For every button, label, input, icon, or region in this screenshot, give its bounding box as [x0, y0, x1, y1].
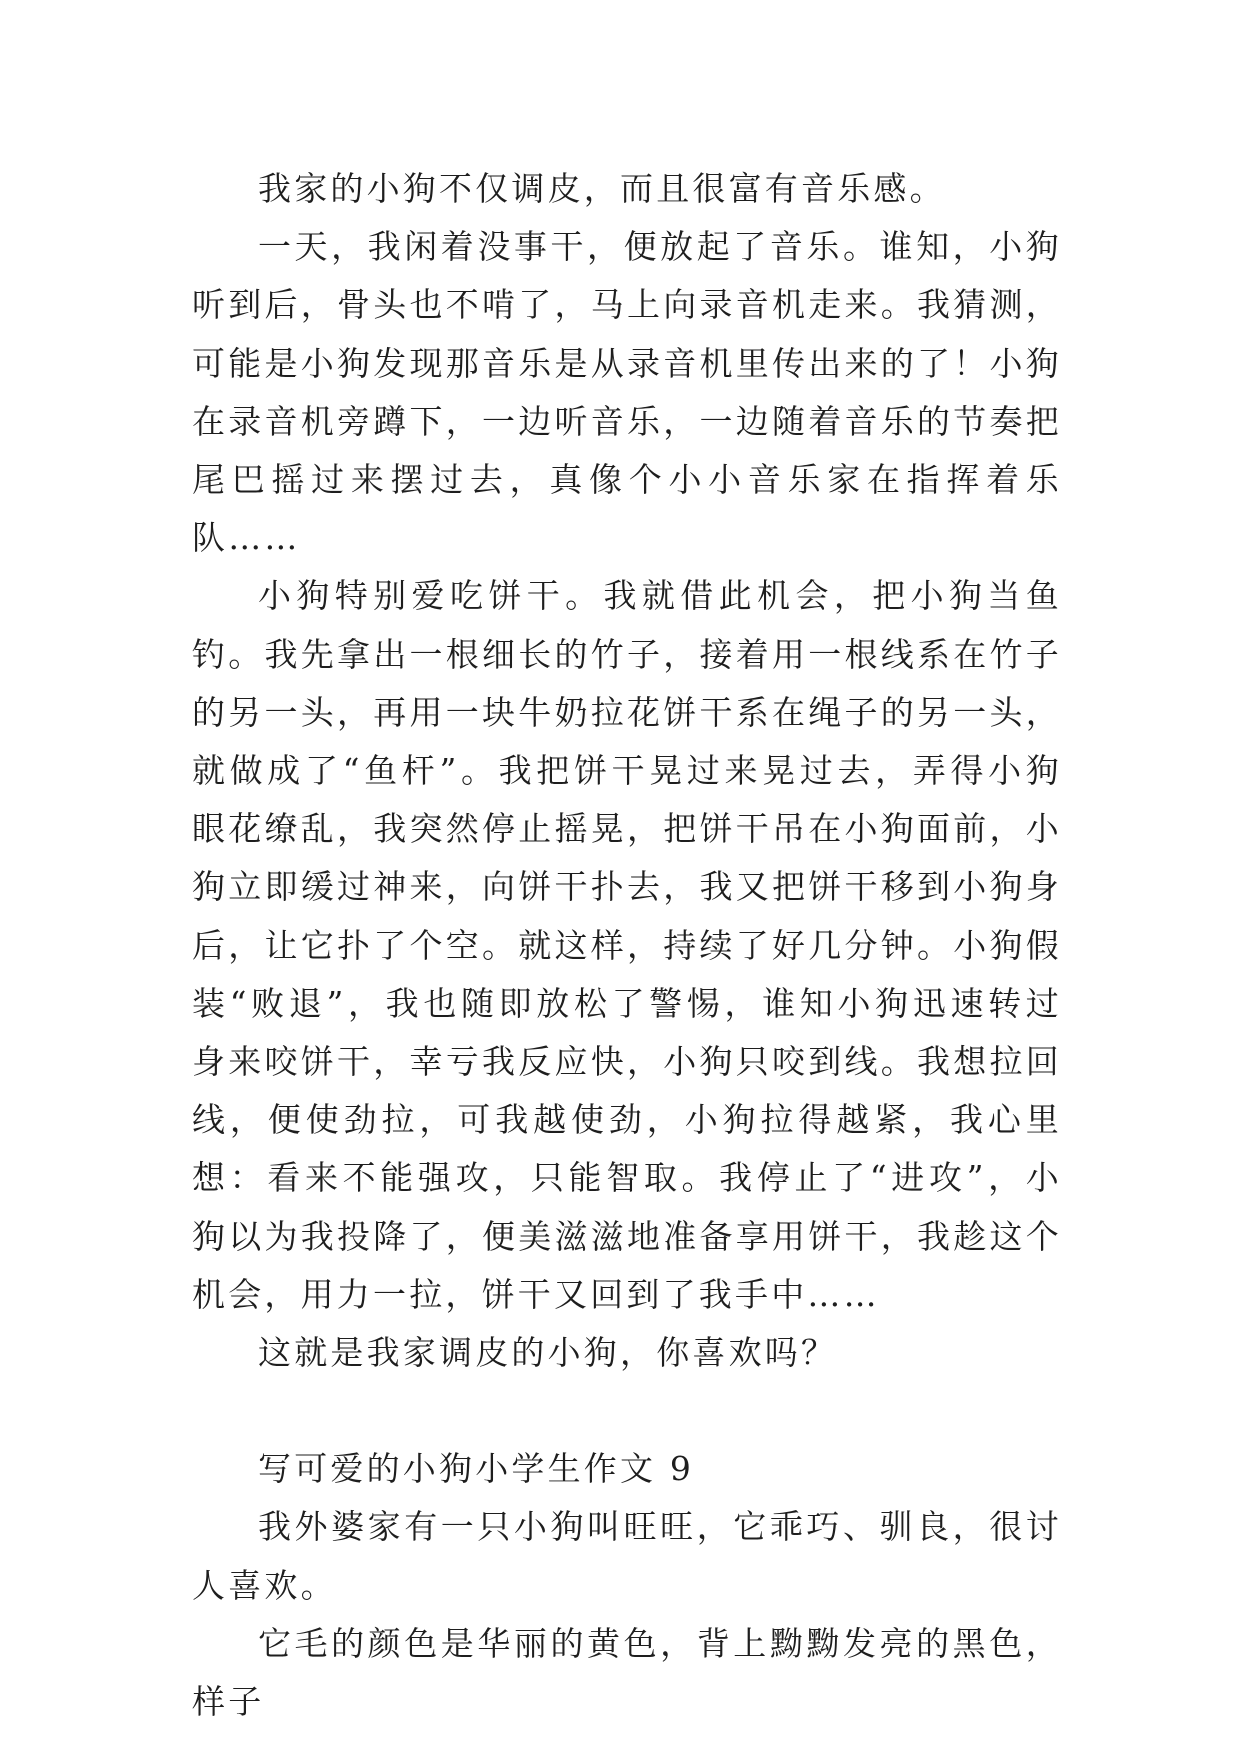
paragraph: 小狗特别爱吃饼干。我就借此机会，把小狗当鱼钓。我先拿出一根细长的竹子，接着用一根线系在竹子的另一头，再用一块牛奶拉花饼干系在绳子的另一头，就做成了“鱼杆”。我把饼干晃过来晃过去，弄得小狗眼花缭乱，我突然停止摇晃，把饼干吊在小狗面前，小狗立即缓过神来，向饼干扑去，我又把饼干移到小狗身后，让它扑了个空。就这样，持续了好几分钟。小狗假装“败退”，我也随即放松了警惕，谁知小狗迅速转过身来咬饼干，幸亏我反应快，小狗只咬到线。我想拉回线，便使劲拉，可我越使劲，小狗拉得越紧，我心里想：看来不能强攻，只能智取。我停止了“进攻”，小狗以为我投降了，便美滋滋地准备享用饼干，我趁这个机会，用力一拉，饼干又回到了我手中…… [192, 576, 1062, 1314]
document-body [192, 160, 1062, 1731]
blank-line [192, 1382, 1062, 1440]
section-heading: 写可爱的小狗小学生作文 9 [258, 1449, 695, 1489]
paragraph: 我外婆家有一只小狗叫旺旺，它乖巧、驯良，很讨人喜欢。 [192, 1507, 1062, 1605]
paragraph: 这就是我家调皮的小狗，你喜欢吗？ [258, 1333, 838, 1373]
paragraph: 我家的小狗不仅调皮，而且很富有音乐感。 [258, 169, 946, 208]
paragraph: 一天，我闲着没事干，便放起了音乐。谁知，小狗听到后，骨头也不啃了，马上向录音机走来。我猜测，可能是小狗发现那音乐是从录音机里传出来的了！小狗在录音机旁蹲下，一边听音乐，一边随着音乐的节奏把尾巴摇过来摆过去，真像个小小音乐家在指挥着乐队…… [192, 227, 1062, 558]
paragraph: 它毛的颜色是华丽的黄色，背上黝黝发亮的黑色，样子 [192, 1623, 1062, 1722]
